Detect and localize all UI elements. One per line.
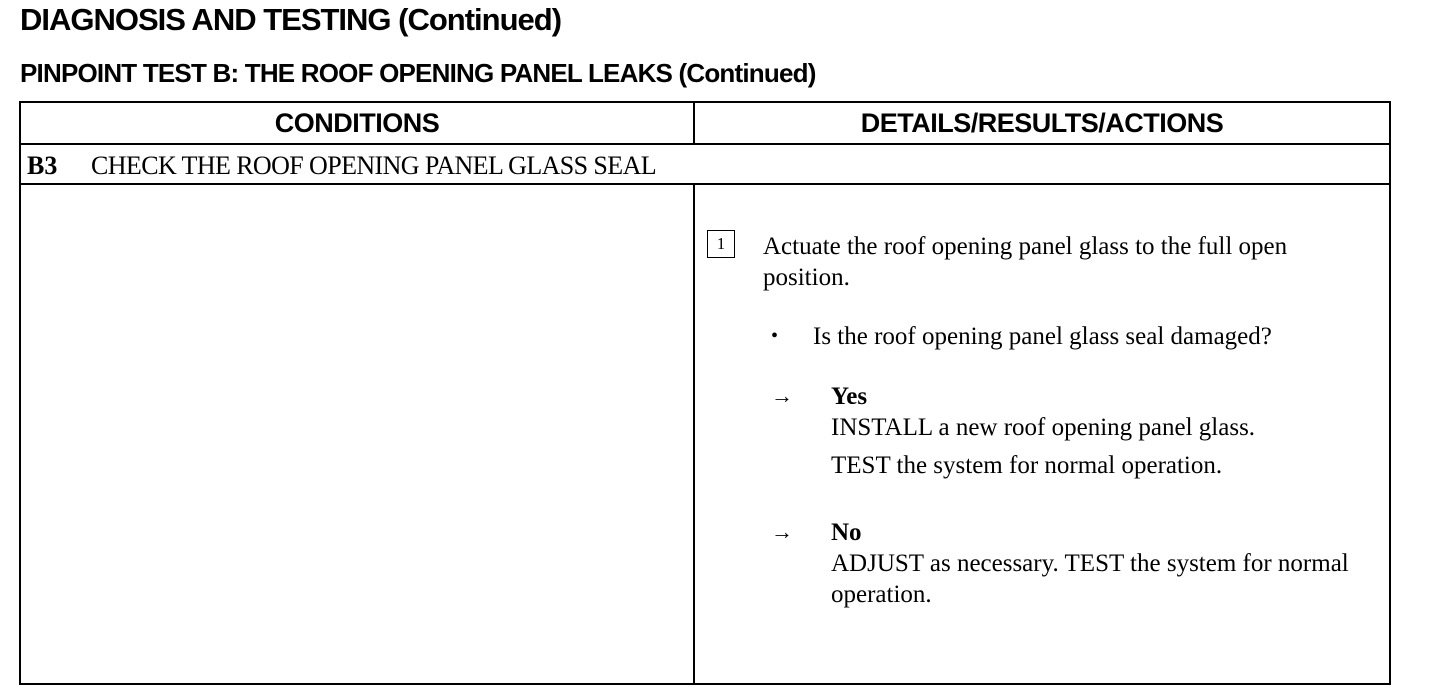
column-header-conditions: CONDITIONS: [274, 108, 440, 138]
step-row: [27, 147, 656, 183]
question-text: Is the roof opening panel glass seal damaged?: [813, 323, 1272, 350]
column-divider-top: [693, 103, 695, 145]
step-instruction: Actuate the roof opening panel glass to the full open position.: [763, 233, 1288, 291]
bullet-icon: •: [771, 325, 779, 347]
yes-action-test: TEST the system for normal operation.: [831, 452, 1223, 479]
question-item: [771, 321, 1272, 352]
step-divider: [21, 183, 1389, 185]
step-id: B3: [27, 151, 58, 180]
column-header-details: DETAILS/RESULTS/ACTIONS: [860, 108, 1224, 138]
arrow-right-icon: →: [771, 519, 793, 544]
no-action: ADJUST as necessary. TEST the system for normal operation.: [831, 550, 1349, 608]
step-title: CHECK THE ROOF OPENING PANEL GLASS SEAL: [91, 151, 657, 180]
yes-action-install: INSTALL a new roof opening panel glass.: [831, 414, 1256, 441]
yes-label: Yes: [831, 383, 868, 410]
no-result: [831, 517, 1381, 610]
pinpoint-test-table: [19, 101, 1391, 685]
arrow-right-icon: →: [771, 383, 793, 408]
no-label: No: [831, 519, 862, 546]
yes-result: [831, 381, 1381, 481]
page-title: DIAGNOSIS AND TESTING (Continued): [20, 2, 562, 37]
details-cell: [695, 187, 1389, 683]
step-number-box: 1: [707, 230, 735, 258]
header-divider: [21, 143, 1389, 145]
page-subtitle: PINPOINT TEST B: THE ROOF OPENING PANEL LEAKS (Continued): [20, 58, 816, 88]
